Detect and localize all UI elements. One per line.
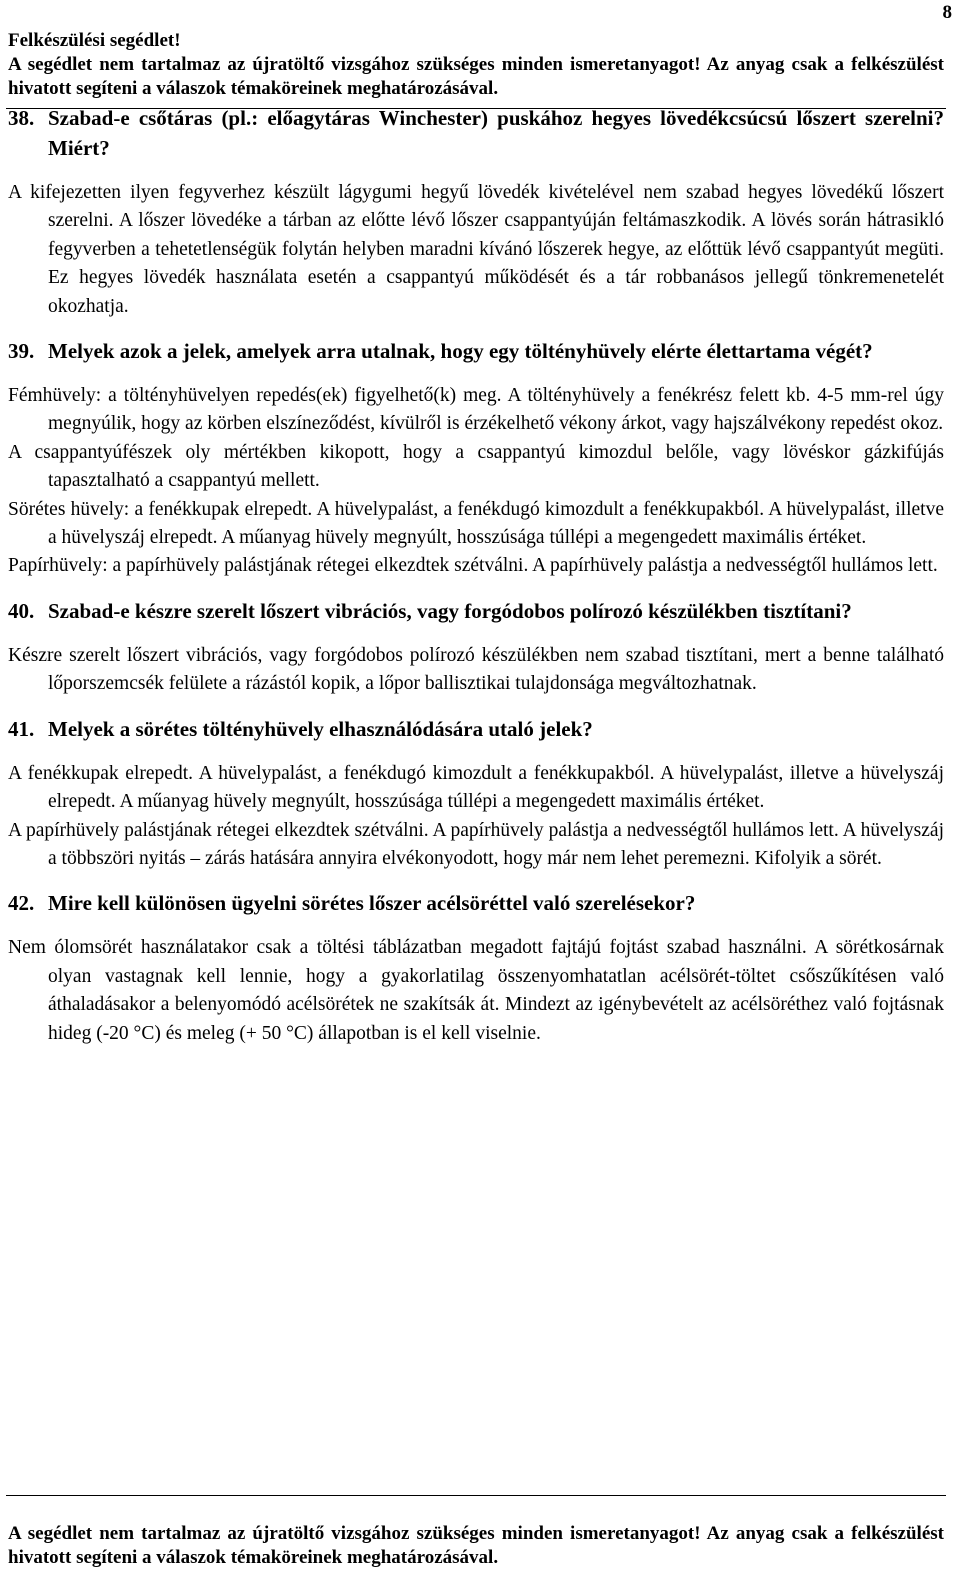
question-text: Mire kell különösen ügyelni sörétes lőszer acélsöréttel való szerelésekor? bbox=[48, 891, 696, 916]
question-number: 39. bbox=[8, 339, 35, 364]
answer-paragraph: A kifejezetten ilyen fegyverhez készült lágygumi hegyű lövedék kivételével nem szabad hegyes lövedékű lőszert szerelni. A lőszer lövedéke a tárban az előtte lévő lőszer csappantyúján feltámaszkodik. A lövés során hátrasikló fegyverben a tehetetlenségük folytán helyben maradni kívánó lőszerek hegye, az előttük lévő csappantyút megüti. Ez hegyes lövedék használata esetén a csappantyú működését és a tár robbanásos jellegű tönkremenetelét okozhatja. bbox=[8, 182, 944, 317]
answer-paragraph: Fémhüvely: a töltényhüvelyen repedés(ek) figyelhető(k) meg. A töltényhüvely a fenékrész felett kb. 4-5 mm-rel úgy megnyúlik, hogy az körben elszíneződést, kívülről is érzékelhető vékony árkot, vagy hajszálvékony repedést okoz. bbox=[8, 385, 944, 435]
answer-paragraph: Nem ólomsörét használatakor csak a töltési táblázatban megadott fajtájú fojtást szabad használni. A sörétkosárnak olyan vastagnak kell lennie, hogy a gyakorlatilag összenyomhatatlan acélsörét-töltet csőszűkítésen való áthaladásakor a belenyomódó acélsörétek ne szakítsák át. Mindezt az igénybevételt az acélsöréthez való fojtásnak hideg (-20 °C) és meleg (+ 50 °C) állapotban is el kell viselnie. bbox=[8, 937, 944, 1044]
answer bbox=[8, 642, 944, 699]
question-text: Szabad-e készre szerelt lőszert vibrációs, vagy forgódobos polírozó készülékben tisztítani? bbox=[48, 598, 852, 623]
question-text: Szabad-e csőtáras (pl.: előagytáras Winchester) puskához hegyes lövedékcsúcsú lőszert szerelni? Miért? bbox=[48, 106, 944, 160]
question-number: 40. bbox=[8, 598, 35, 623]
answer-paragraph: A fenékkupak elrepedt. A hüvelypalást, a fenékdugó kimozdult a fenékkupakból. A hüvelypalást, illetve a hüvelyszáj elrepedt. A műanyag hüvely megnyúlt, hosszúsága túllépi a megengedett maximális értéket. bbox=[8, 762, 944, 813]
answer bbox=[8, 760, 944, 874]
answer bbox=[8, 382, 944, 581]
question-heading bbox=[8, 596, 944, 626]
answer-paragraph: Sörétes hüvely: a fenékkupak elrepedt. A hüvelypalást, a fenékdugó kimozdult a fenékkupakból. A hüvelypalást, illetve a hüvelyszáj elrepedt. A műanyag hüvely megnyúlt, hosszúsága túllépi a megengedett maximális értéket. bbox=[8, 498, 944, 549]
question-heading bbox=[8, 714, 944, 744]
question-number: 38. bbox=[8, 106, 35, 130]
header-title: Felkészülési segédlet! bbox=[8, 30, 181, 51]
question-heading bbox=[8, 103, 944, 163]
main-content bbox=[8, 103, 944, 1048]
question-number: 42. bbox=[8, 891, 35, 916]
question-text: Melyek azok a jelek, amelyek arra utalnak, hogy egy töltényhüvely elérte élettartama végét? bbox=[48, 339, 873, 364]
header-notice: A segédlet nem tartalmaz az újratöltő vizsgához szükséges minden ismeretanyagot! Az anyag csak a felkészülést hivatott segíteni a válaszok témaköreinek meghatározásával. bbox=[8, 54, 944, 99]
question-text: Melyek a sörétes töltényhüvely elhasználódására utaló jelek? bbox=[48, 716, 593, 741]
footer-divider bbox=[6, 1495, 946, 1496]
page-header bbox=[8, 29, 944, 101]
footer-notice: A segédlet nem tartalmaz az újratöltő vizsgához szükséges minden ismeretanyagot! Az anyag csak a felkészülést hivatott segíteni a válaszok témaköreinek meghatározásával. bbox=[8, 1523, 944, 1568]
question-block-40 bbox=[8, 596, 944, 699]
question-block-39 bbox=[8, 336, 944, 581]
answer-paragraph: A papírhüvely palástjának rétegei elkezdtek szétválni. A papírhüvely palástja a nedvességtől hullámos lett. A hüvelyszáj a többszöri nyitás – zárás hatására annyira elvékonyodott, hogy már nem lehet peremezni. Kifolyik a sörét. bbox=[8, 819, 944, 869]
answer-paragraph: Papírhüvely: a papírhüvely palástjának rétegei elkezdtek szétválni. A papírhüvely palástja a nedvességtől hullámos lett. bbox=[8, 555, 938, 577]
question-heading bbox=[8, 336, 944, 366]
answer-paragraph: Készre szerelt lőszert vibrációs, vagy forgódobos polírozó készülékben nem szabad tisztítani, mert a benne található lőporszemcsék felülete a rázástól kopik, a lőpor ballisztikai tulajdonsága megváltozhatnak. bbox=[8, 644, 944, 695]
question-block-42 bbox=[8, 888, 944, 1048]
page-number: 8 bbox=[942, 2, 952, 23]
answer-paragraph: A csappantyúfészek oly mértékben kikopott, hogy a csappantyú kimozdul belőle, vagy lövéskor gázkifújás tapasztalható a csappantyú mellett. bbox=[8, 441, 944, 492]
question-number: 41. bbox=[8, 716, 35, 741]
answer bbox=[8, 934, 944, 1048]
question-block-38 bbox=[8, 103, 944, 321]
question-heading bbox=[8, 888, 944, 918]
question-block-41 bbox=[8, 714, 944, 874]
answer bbox=[8, 179, 944, 321]
